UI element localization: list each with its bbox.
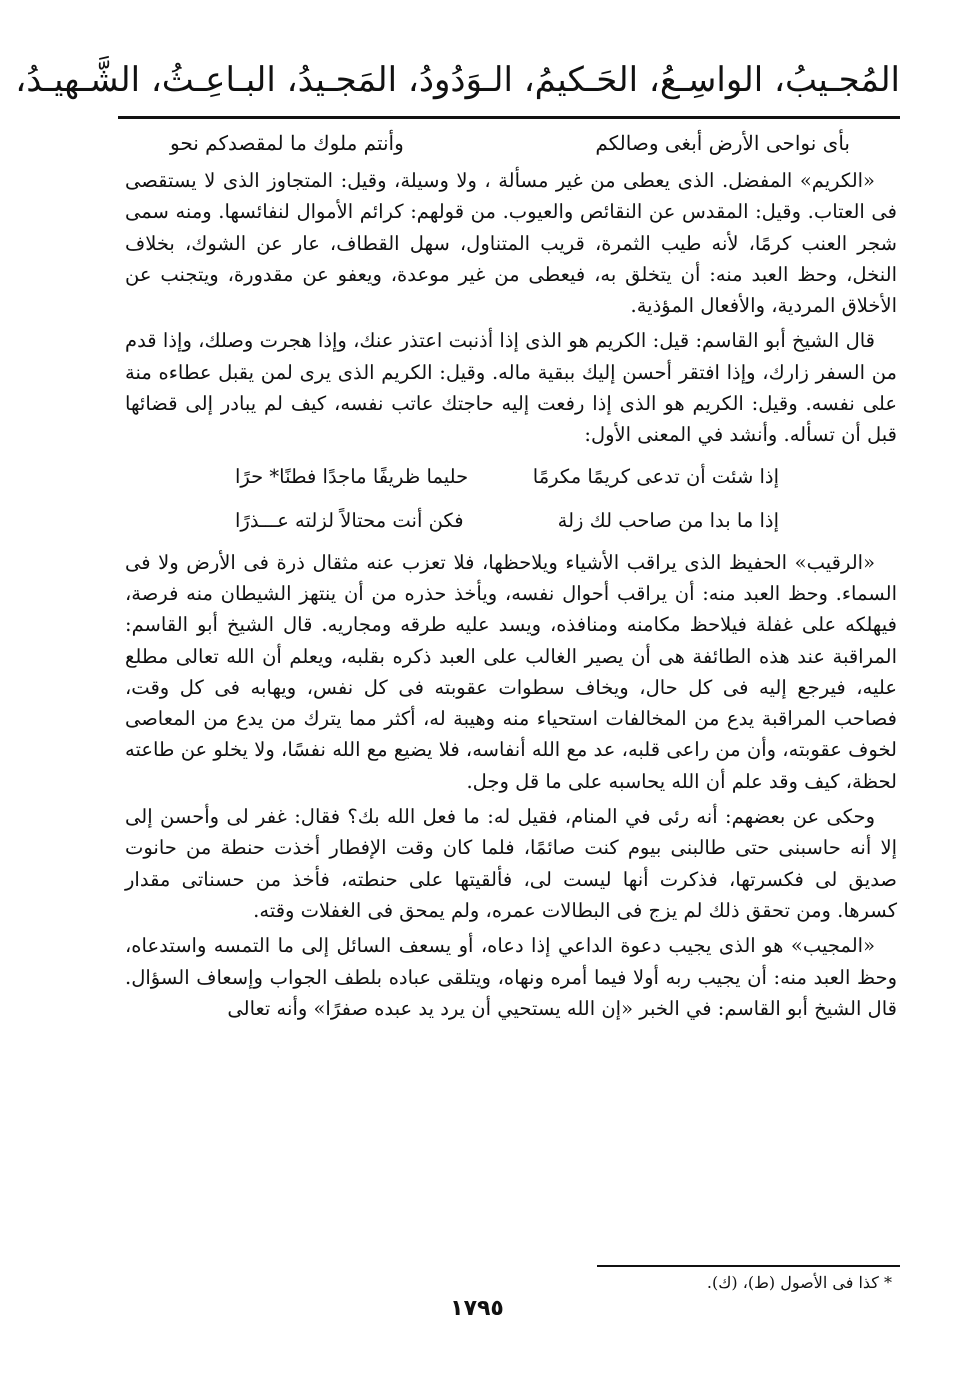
poem-verses [125,455,897,543]
poem-verse-line [125,499,897,543]
poem-verse-line [125,455,897,499]
footnote: * كذا فى الأصول (ط)، (ك). [706,1273,892,1292]
paragraph-abu-al-qasim: قال الشيخ أبو القاسم: قيل: الكريم هو الذى إذا أذنبت اعتذر عنك، وإذا هجرت وصلك، وإذا قدم من السفر زارك، وإذا افتقر أحسن إليك ببقية ماله. وقيل: الكريم الذى يرى لمن يقبل عطاءه منة على نفسه. وقيل: الكريم هو الذى إذا رفعت إليه حاجتك عاتب نفسه، كيف لم يبادر إلى قضائها قبل أن تسأله. وأنشد في المعنى الأول: [125,329,897,447]
verse-right-hemistich: إذا شئت أن تدعى كريمًا مكرمًا [532,464,779,488]
verse-right-hemistich: إذا ما بدا من صاحب لك زلة [557,508,779,532]
main-text [125,165,897,1028]
opening-verse-left-hemistich: وأنتم ملوك ما لمقصدكم نحو [170,131,404,155]
opening-verse-right-hemistich: بأى نواحى الأرض أبغى وصالكم [595,131,850,155]
paragraph-al-mujib: «المجيب» هو الذى يجيب دعوة الداعي إذا دعاه، أو يسعف السائل إلى ما التمسه واستدعاه، وحظ العبد منه: أن يجيب ربه أولا فيما أمره ونهاه، ويتلقى عباده بلطف الجواب وإسعاف السؤال. قال الشيخ أبو القاسم: في الخبر «إن الله يستحيي أن يرد يد عبده صفرًا» وأنه تعالى [125,934,897,1020]
opening-verse [170,124,850,162]
page-number: ١٧٩٥ [450,1296,504,1321]
page-header-title: المُجـيبُ، الواسِـعُ، الحَـكيمُ، الـوَدُودُ، المَجـيدُ، البـاعِـثُ، الشَّـهيـدُ، [15,60,900,100]
paragraph-anecdote: وحكى عن بعضهم: أنه رئى في المنام، فقيل له: ما فعل الله بك؟ فقال: غفر لى وأحسن إلى إلا أنه حاسبنى حتى طالبنى بيوم كنت صائمًا، فلما كان وقت الإفطار أخذت حنطة من حانوت صديق لى فكسرتها، فذكرت أنها ليست لى، فألقيتها على حنطته، فأخذ من حسناتى مقدار كسرها. ومن تحقق ذلك لم يزج فى البطالات عمره، ولم يمحق فى الغفلات وقته. [125,805,897,922]
paragraph-al-karim: «الكريم» المفضل. الذى يعطى من غير مسألة ، ولا وسيلة، وقيل: المتجاوز الذى لا يستقصى فى العتاب. وقيل: المقدس عن النقائص والعيوب. من قولهم: كرائم الأموال لنفائسها. ومنه سمى شجر العنب كرمًا، لأنه طيب الثمرة، قريب المتناول، سهل القطاف، عار عن الشوك، بخلاف النخل، وحظ العبد منه: أن يتخلق به، فيعطى من غير موعدة، ويعفو عن مقدورة، ويتجنب عن الأخلاق المردية، والأفعال المؤذية. [125,169,897,318]
verse-left-hemistich: حليما ظريفًا ماجدًا فطنًا* حرًا [235,464,469,488]
footnote-divider [597,1265,900,1267]
header-divider [118,116,900,119]
verse-left-hemistich: فكن أنت محتالاً لزلته عـــذرًا [235,508,464,532]
paragraph-al-raqib: «الرقيب» الحفيظ الذى يراقب الأشياء ويلاحظها، فلا تعزب عنه مثقال ذرة فى الأرض ولا فى السماء. وحظ العبد منه: أن يراقب أحوال نفسه، ويأخذ حذره من أن ينتهز الشيطان منه فرصة، فيهلكه على غفلة فيلاحظ مكامنه ومنافذه، ويسد عليه طرقه ومجاريه. قال الشيخ أبو القاسم: المراقبة عند هذه الطائفة هى أن يصير الغالب على العبد ذكره بقلبه، ويعلم أن الله تعالى مطلع عليه، فيرجع إليه فى كل حال، ويخاف سطوات عقوبته فى كل نفس، ويهابه فى كل وقت، فصاحب المراقبة يدع من المخالفات استحياء منه وهيبة له، أكثر مما يترك من يدع من المعاصى لخوف عقوبته، وأن من راعى قلبه، عد مع الله أنفاسه، فلا يضيع مع الله نفسًا، ولا يخلو عن طاعته لحظة، كيف وقد علم أن الله يحاسبه على ما قل وجل. [125,550,897,793]
